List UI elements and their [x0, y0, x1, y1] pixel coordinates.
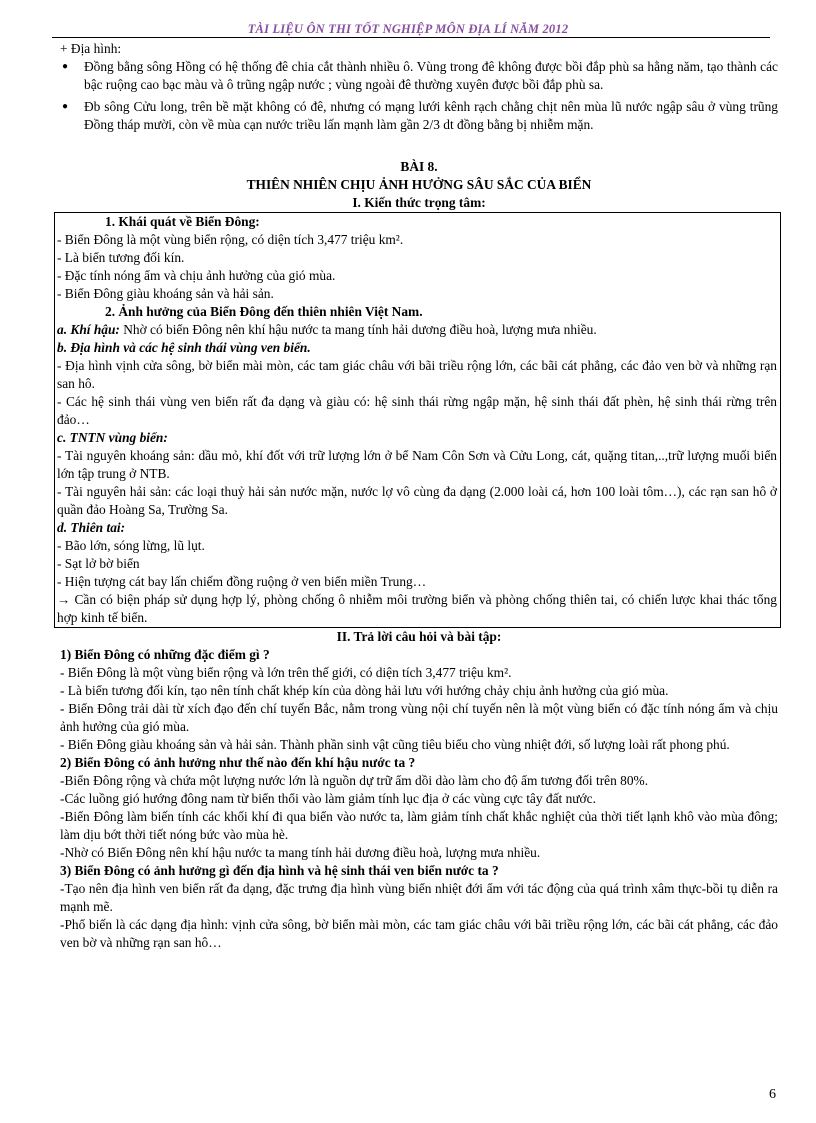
answer-line: -Biển Đông rộng và chứa một lượng nước lớn là nguồn dự trữ ẩm dồi dào làm cho độ ẩm tương đối trên 80%.: [60, 773, 649, 788]
page-number: 6: [769, 1087, 776, 1102]
climate-label: a. Khí hậu:: [57, 322, 120, 337]
bullet-mekong-delta: ● Đb sông Cửu long, trên bề mặt không có đê, nhưng có mạng lưới kênh rạch chằng chịt nên mùa lũ nước ngập sâu ở vùng trũng Đồng tháp mười, còn về mùa cạn nước triều lấn mạnh làm gần 2/3 dt đồng bằng bị nhiễm mặn.: [60, 98, 778, 134]
key-knowledge-box: [54, 212, 781, 628]
disaster-line: - Hiện tượng cát bay lấn chiếm đồng ruộng ở ven biển miền Trung…: [57, 574, 427, 589]
subsection-overview: 1. Khái quát về Biển Đông:: [105, 214, 260, 229]
disasters-label: d. Thiên tai:: [57, 520, 126, 535]
question-2: 2) Biển Đông có ảnh hưởng như thế nào đến khí hậu nước ta ?: [60, 755, 416, 770]
climate-text: Nhờ có biển Đông nên khí hậu nước ta mang tính hải dương điều hoà, lượng mưa nhiều.: [119, 322, 597, 337]
answer-line: -Biển Đông làm biến tính các khối khí đi qua biển vào nước ta, làm giảm tính chất khắc nghiệt của thời tiết lạnh khô vào mùa đông; làm dịu bớt thời tiết nóng bức vào mùa hè.: [60, 809, 778, 842]
conclusion-line: → Cần có biện pháp sử dụng hợp lý, phòng chống ô nhiễm môi trường biển và phòng chống thiên tai, có chiến lược khai thác tổng hợp kinh tế biển.: [57, 592, 777, 625]
question-3: 3) Biển Đông có ảnh hưởng gì đến địa hình và hệ sinh thái ven biển nước ta ?: [60, 863, 499, 878]
terrain-heading: + Địa hình:: [60, 41, 122, 56]
bullet-red-river-delta: ● Đồng bằng sông Hồng có hệ thống đê chia cắt thành nhiều ô. Vùng trong đê không được bồi đắp phù sa hằng năm, tạo thành các bậc ruộng cao bạc màu và ô trũng ngập nước ; vùng ngoài đê thường xuyên được bồi đắp phù sa.: [60, 58, 778, 94]
overview-line: - Đặc tính nóng ẩm và chịu ảnh hưởng của gió mùa.: [57, 268, 336, 283]
page-content: [57, 40, 778, 952]
ecosystem-line: - Các hệ sinh thái vùng ven biển rất đa dạng và giàu có: hệ sinh thái rừng ngập mặn, hệ sinh thái đất phèn, hệ sinh thái rừng trên đảo…: [57, 394, 777, 427]
section-1-title: I. Kiến thức trọng tâm:: [352, 195, 486, 210]
answer-line: -Các luồng gió hướng đông nam từ biển thổi vào làm giảm tính lục địa ở các vùng cực tây đất nước.: [60, 791, 596, 806]
answer-line: - Biển Đông giàu khoáng sản và hải sản. Thành phần sinh vật cũng tiêu biểu cho vùng nhiệt đới, số lượng loài rất phong phú.: [60, 737, 730, 752]
running-header: TÀI LIỆU ÔN THI TỐT NGHIỆP MÔN ĐỊA LÍ NĂM 2012: [247, 22, 569, 36]
mineral-line: - Tài nguyên khoáng sản: dầu mỏ, khí đốt với trữ lượng lớn ở bể Nam Côn Sơn và Cửu Long, cát, quặng titan,..,trữ lượng muối biển lớn tập trung ở NTB.: [57, 448, 777, 481]
question-1: 1) Biển Đông có những đặc điểm gì ?: [60, 647, 270, 662]
overview-line: - Biển Đông giàu khoáng sản và hải sản.: [57, 286, 274, 301]
subsection-influence: 2. Ảnh hưởng của Biển Đông đến thiên nhiên Việt Nam.: [105, 304, 423, 319]
disaster-line: - Sạt lở bờ biển: [57, 556, 140, 571]
overview-line: - Là biển tương đối kín.: [57, 250, 185, 265]
resources-label: c. TNTN vùng biển:: [57, 430, 168, 445]
answer-line: - Biển Đông là một vùng biển rộng và lớn trên thế giới, có diện tích 3,477 triệu km².: [60, 665, 512, 680]
seafood-line: - Tài nguyên hải sản: các loại thuỷ hải sản nước mặn, nước lợ vô cùng đa dạng (2.000 loài cá, hơn 100 loài tôm…), các rạn san hô ở quần đảo Hoàng Sa, Trường Sa.: [57, 484, 777, 517]
answer-line: -Tạo nên địa hình ven biển rất đa dạng, đặc trưng địa hình vùng biển nhiệt đới ẩm với tác động của quá trình xâm thực-bồi tụ diễn ra mạnh mẽ.: [60, 881, 778, 914]
answer-line: - Là biển tương đối kín, tạo nên tính chất khép kín của dòng hải lưu với hướng chảy chịu ảnh hưởng của gió mùa.: [60, 683, 669, 698]
section-2-title: II. Trả lời câu hỏi và bài tập:: [336, 629, 502, 644]
lesson-title: THIÊN NHIÊN CHỊU ẢNH HƯỞNG SÂU SẮC CỦA BIỂN: [246, 177, 592, 192]
answer-line: -Phổ biến là các dạng địa hình: vịnh cửa sông, bờ biển mài mòn, các tam giác châu với bãi triều rộng lớn, các bãi cát phẳng, các đảo ven bờ và những rạn san hô…: [60, 917, 778, 950]
climate-paragraph: [57, 321, 777, 339]
terrain-line: - Địa hình vịnh cửa sông, bờ biển mài mòn, các tam giác châu với bãi triều rộng lớn, các bãi cát phẳng, các đảo ven bờ và những rạn san hô.: [57, 358, 777, 391]
lesson-number: BÀI 8.: [400, 159, 438, 174]
terrain-ecosystem-label: b. Địa hình và các hệ sinh thái vùng ven biển.: [57, 340, 311, 355]
answer-line: -Nhờ có Biển Đông nên khí hậu nước ta mang tính hải dương điều hoà, lượng mưa nhiều.: [60, 845, 541, 860]
terrain-bullets: [60, 58, 778, 134]
header-rule: [52, 37, 770, 38]
disaster-line: - Bão lớn, sóng lừng, lũ lụt.: [57, 538, 205, 553]
overview-line: - Biển Đông là một vùng biển rộng, có diện tích 3,477 triệu km².: [57, 232, 404, 247]
answer-line: - Biển Đông trải dài từ xích đạo đến chí tuyến Bắc, nằm trong vùng nội chí tuyến nên là một vùng biển có đặc tính nóng ẩm và chịu ảnh hưởng của gió mùa.: [60, 701, 778, 734]
